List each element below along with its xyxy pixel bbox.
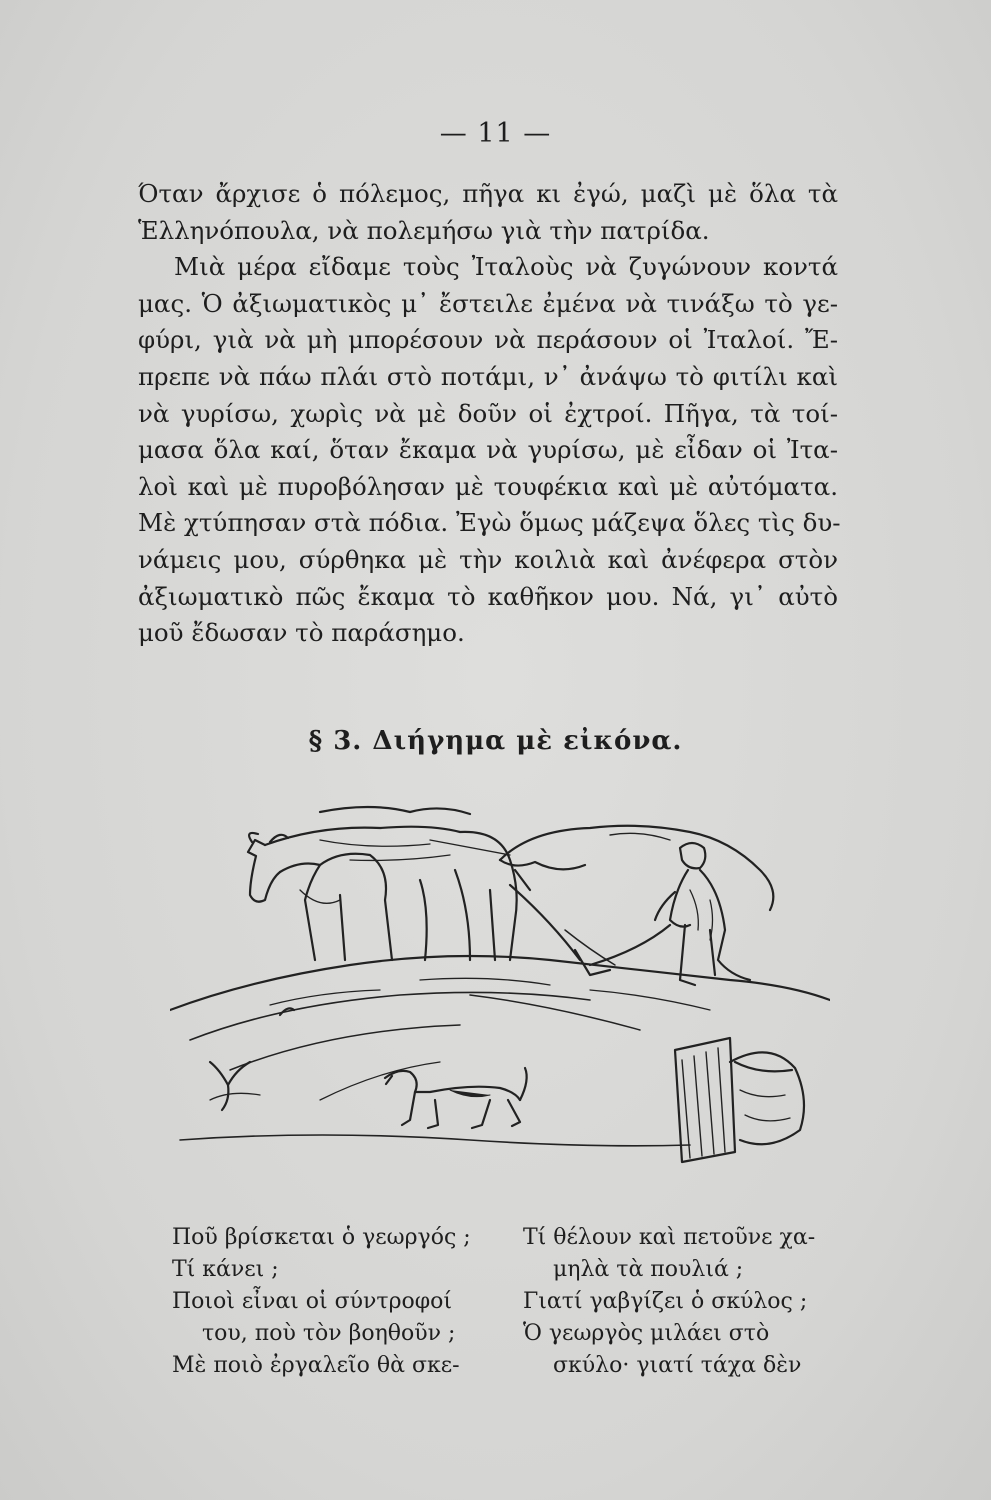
- question-line: Τί θέλουν καὶ πετοῦνε χα-: [523, 1225, 816, 1250]
- farmer-drawing: [655, 843, 750, 985]
- question-line: του, ποὺ τὸν βοηθοῦν ;: [202, 1321, 456, 1346]
- dog-drawing: [385, 1068, 527, 1128]
- question-line: Ποιοὶ εἶναι οἱ σύντροφοί: [172, 1289, 453, 1314]
- text-line: νάμεις μου, σύρθηκα μὲ τὴν κοιλιὰ καὶ ἀνέφερα στὸν: [138, 544, 838, 574]
- text-line: Ἑλληνόπουλα, νὰ πολεμήσω γιὰ τὴν πατρίδα.: [138, 215, 710, 245]
- question-line: Ποῦ βρίσκεται ὁ γεωργός ;: [172, 1225, 471, 1250]
- birds-drawing: [210, 1008, 294, 1110]
- oxen-drawing: [248, 827, 530, 960]
- harrow-drawing: [675, 1038, 735, 1162]
- text-line: μοῦ ἔδωσαν τὸ παράσημο.: [138, 618, 465, 648]
- page-number: — 11 —: [439, 118, 552, 149]
- text-line: μασα ὅλα καί, ὅταν ἔκαμα νὰ γυρίσω, μὲ εἶδαν οἱ Ἰτα-: [138, 435, 838, 465]
- text-line: λοὶ καὶ μὲ πυροβόλησαν μὲ τουφέκια καὶ μὲ αὐτόματα.: [138, 471, 838, 501]
- question-line: μηλὰ τὰ πουλιά ;: [553, 1257, 744, 1282]
- plowing-illustration: [170, 800, 830, 1170]
- seed-sack-drawing: [730, 1052, 804, 1144]
- text-line: Όταν ἄρχισε ὁ πόλεμος, πῆγα κι ἐγώ, μαζὶ μὲ ὅλα τὰ: [138, 179, 838, 208]
- text-line: Μὲ χτύπησαν στὰ πόδια. Ἐγὼ ὅμως μάζεψα ὅλες τὶς δυ-: [138, 508, 841, 538]
- text-line: Μιὰ μέρα εἴδαμε τοὺς Ἰταλοὺς νὰ ζυγώνουν κοντά: [174, 252, 838, 282]
- question-line: Γιατί γαβγίζει ὁ σκύλος ;: [523, 1289, 808, 1314]
- question-line: Μὲ ποιὸ ἐργαλεῖο θὰ σκε-: [172, 1353, 460, 1378]
- plow-drawing: [510, 885, 670, 975]
- text-line: ἀξιωματικὸ πῶς ἔκαμα τὸ καθῆκον μου. Νά, γι᾽ αὐτὸ: [138, 581, 838, 611]
- question-line: σκύλο· γιατί τάχα δὲν: [553, 1353, 802, 1378]
- text-line: φύρι, γιὰ νὰ μὴ μπορέσουν νὰ περάσουν οἱ Ἰταλοί. Ἔ-: [138, 325, 838, 355]
- text-line: νὰ γυρίσω, χωρὶς νὰ μὲ δοῦν οἱ ἐχτροί. Πῆγα, τὰ τοί-: [138, 398, 838, 428]
- questions-right-column: [523, 1222, 843, 1382]
- question-line: Τί κάνει ;: [172, 1257, 279, 1282]
- questions-left-column: [172, 1222, 492, 1382]
- text-line: μας. Ὁ ἀξιωματικὸς μ᾽ ἔστειλε ἐμένα νὰ τινάξω τὸ γε-: [138, 288, 838, 318]
- question-line: Ὁ γεωργὸς μιλάει στὸ: [523, 1321, 770, 1346]
- story-paragraph: [138, 176, 841, 652]
- section-heading: § 3. Διήγημα μὲ εἰκόνα.: [308, 726, 683, 756]
- text-line: πρεπε νὰ πάω πλάι στὸ ποτάμι, ν᾽ ἀνάψω τὸ φιτίλι καὶ: [138, 361, 838, 391]
